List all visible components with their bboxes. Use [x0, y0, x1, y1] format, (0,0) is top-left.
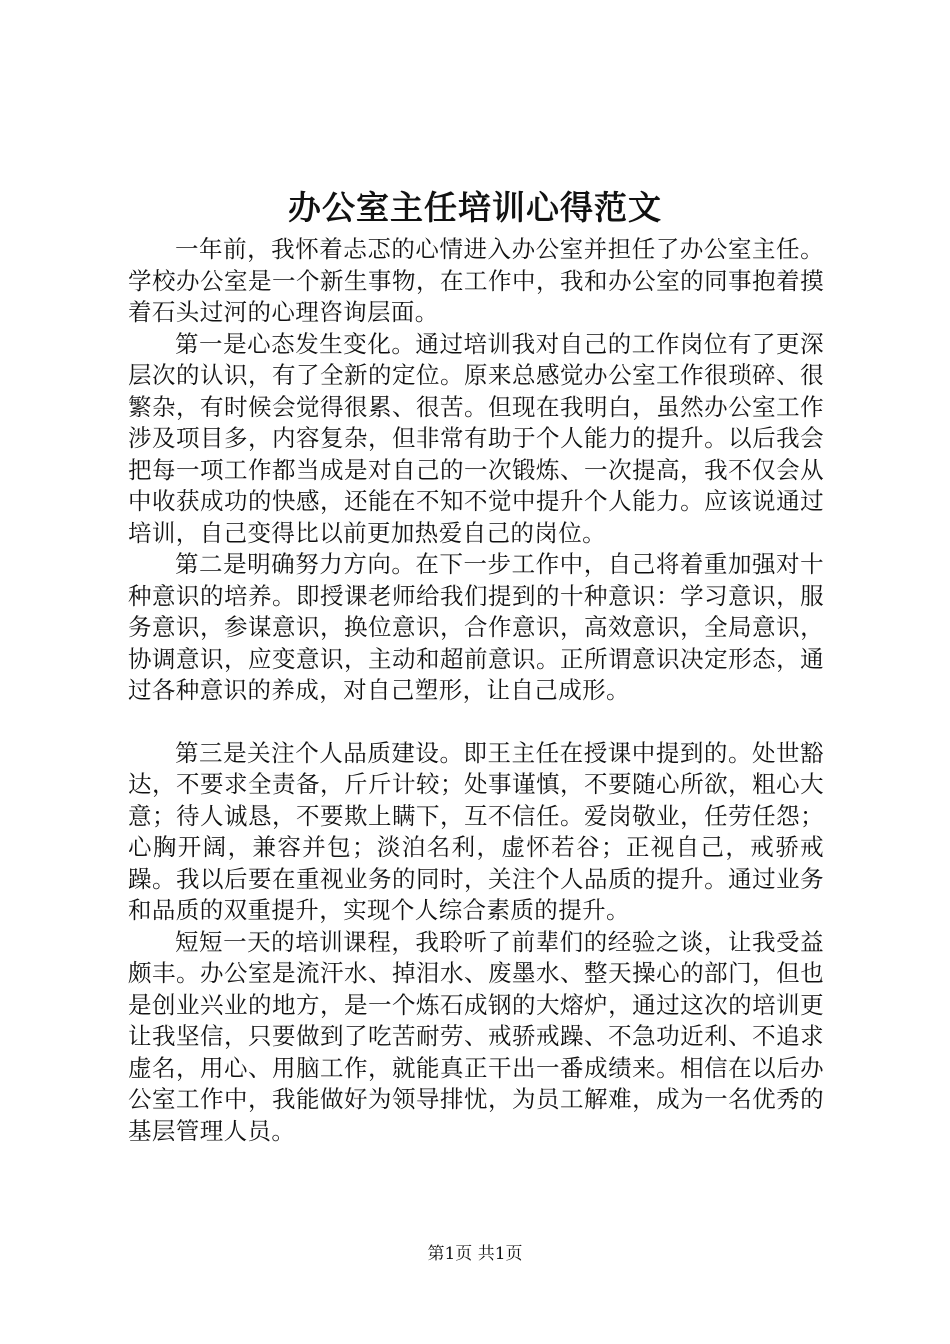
paragraph-conclusion: 短短一天的培训课程，我聆听了前辈们的经验之谈，让我受益颇丰。办公室是流汗水、掉泪水、废墨水、整天操心的部门，但也是创业兴业的地方，是一个炼石成钢的大熔炉，通过这次的培训更让我坚信，只要做到了吃苦耐劳、戒骄戒躁、不急功近利、不追求虚名，用心、用脑工作，就能真正干出一番成绩来。相信在以后办公室工作中，我能做好为领导排忧，为员工解难，成为一名优秀的基层管理人员。: [128, 927, 824, 1145]
document-body: [128, 234, 824, 1147]
paragraph-intro: 一年前，我怀着忐忑的心情进入办公室并担任了办公室主任。学校办公室是一个新生事物，在工作中，我和办公室的同事抱着摸着石头过河的心理咨询层面。: [128, 235, 824, 326]
paragraph-mindset-change: 第一是心态发生变化。通过培训我对自己的工作岗位有了更深层次的认识，有了全新的定位。原来总感觉办公室工作很琐碎、很繁杂，有时候会觉得很累、很苦。但现在我明白，虽然办公室工作涉及项目多，内容复杂，但非常有助于个人能力的提升。以后我会把每一项工作都当成是对自己的一次锻炼、一次提高，我不仅会从中收获成功的快感，还能在不知不觉中提升个人能力。应该说通过培训，自己变得比以前更加热爱自己的岗位。: [128, 329, 824, 547]
paragraph-personal-quality: 第三是关注个人品质建设。即王主任在授课中提到的。处世豁达，不要求全责备，斤斤计较；处事谨慎，不要随心所欲，粗心大意；待人诚恳，不要欺上瞒下，互不信任。爱岗敬业，任劳任怨；心胸开阔，兼容并包；淡泊名利，虚怀若谷；正视自己，戒骄戒躁。我以后要在重视业务的同时，关注个人品质的提升。通过业务和品质的双重提升，实现个人综合素质的提升。: [128, 738, 824, 924]
document-title: 办公室主任培训心得范文: [288, 188, 662, 227]
paragraph-direction: 第二是明确努力方向。在下一步工作中，自己将着重加强对十种意识的培养。即授课老师给我们提到的十种意识：学习意识，服务意识，参谋意识，换位意识，合作意识，高效意识，全局意识，协调意识，应变意识，主动和超前意识。正所谓意识决定形态，通过各种意识的养成，对自己塑形，让自己成形。: [128, 550, 824, 704]
page-number-footer: 第1页 共1页: [427, 1244, 523, 1264]
